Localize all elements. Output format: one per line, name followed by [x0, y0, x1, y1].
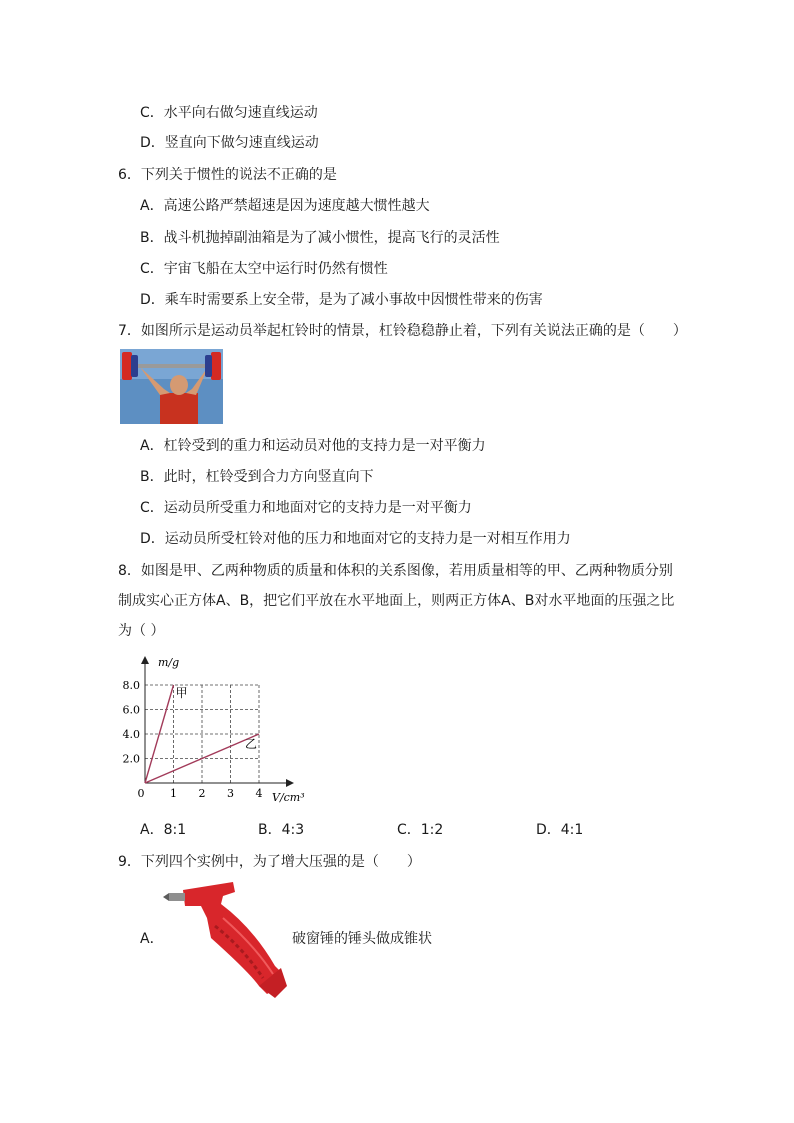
q6-option-b: B．战斗机抛掉副油箱是为了减小惯性，提高飞行的灵活性	[140, 230, 500, 246]
question-7: 7．如图所示是运动员举起杠铃时的情景，杠铃稳稳静止着，下列有关说法正确的是（ ）	[118, 323, 687, 339]
y-tick-label-6.0: 6.0	[122, 703, 140, 717]
q8-option-b: B．4:3	[258, 822, 305, 838]
q6-option-c: C．宇宙飞船在太空中运行时仍然有惯性	[140, 261, 388, 277]
weightlifter-photo	[120, 349, 223, 424]
q9-option-a-label: A．	[140, 931, 164, 947]
q8-option-d: D．4:1	[536, 822, 584, 838]
question-8: 8．如图是甲、乙两种物质的质量和体积的关系图像，若用质量相等的甲、乙两种物质分别制成实心正方体A、B，把它们平放在水平地面上，则两正方体A、B对水平地面的压强之比为（ ）	[118, 563, 675, 639]
x-tick-label-4: 4	[255, 787, 263, 800]
x-tick-label-1: 1	[170, 787, 177, 800]
q7-option-b: B．此时，杠铃受到合力方向竖直向下	[140, 469, 374, 485]
x-tick-label-0: 0	[137, 787, 145, 800]
x-axis-label: V/cm³	[272, 791, 305, 804]
graph-grid	[145, 685, 259, 783]
q7-option-d: D．运动员所受杠铃对他的压力和地面对它的支持力是一对相互作用力	[140, 531, 571, 547]
athlete-head	[170, 375, 188, 395]
question-9: 9．下列四个实例中，为了增大压强的是（ ）	[118, 854, 421, 870]
series-line-1	[145, 685, 174, 783]
athlete-singlet	[160, 393, 198, 424]
question-6: 6．下列关于惯性的说法不正确的是	[118, 167, 337, 183]
window-breaker-hammer-image	[163, 878, 290, 1002]
q5-option-c: C．水平向右做匀速直线运动	[140, 105, 318, 121]
q8-option-c: C．1:2	[397, 822, 444, 838]
q6-option-a: A．高速公路严禁超速是因为速度越大惯性越大	[140, 198, 430, 214]
barbell-bar	[126, 364, 218, 368]
series-label-1: 甲	[175, 686, 188, 700]
mass-volume-graph	[118, 650, 318, 810]
barbell-plate-left	[122, 352, 132, 380]
hammer-body	[183, 882, 283, 994]
x-axis-arrow	[286, 779, 294, 787]
q5-option-d: D．竖直向下做匀速直线运动	[140, 135, 319, 151]
q8-option-a: A．8:1	[140, 822, 187, 838]
x-tick-label-3: 3	[227, 787, 234, 800]
y-tick-label-4.0: 4.0	[122, 728, 140, 741]
y-axis-label: m/g	[158, 656, 180, 669]
q7-option-c: C．运动员所受重力和地面对它的支持力是一对平衡力	[140, 500, 472, 516]
q9-option-a-text: 破窗锤的锤头做成锥状	[292, 931, 432, 947]
x-tick-label-2: 2	[198, 787, 206, 800]
q6-option-d: D．乘车时需要系上安全带，是为了减小事故中因惯性带来的伤害	[140, 292, 543, 308]
y-tick-label-8.0: 8.0	[122, 679, 140, 692]
hammer-steel-tip	[169, 893, 185, 901]
series-label-2: 乙	[245, 737, 258, 751]
q7-option-a: A．杠铃受到的重力和运动员对他的支持力是一对平衡力	[140, 438, 486, 454]
y-tick-label-2.0: 2.0	[122, 752, 140, 766]
y-axis-arrow	[141, 656, 149, 664]
barbell-plate-right	[211, 352, 221, 380]
